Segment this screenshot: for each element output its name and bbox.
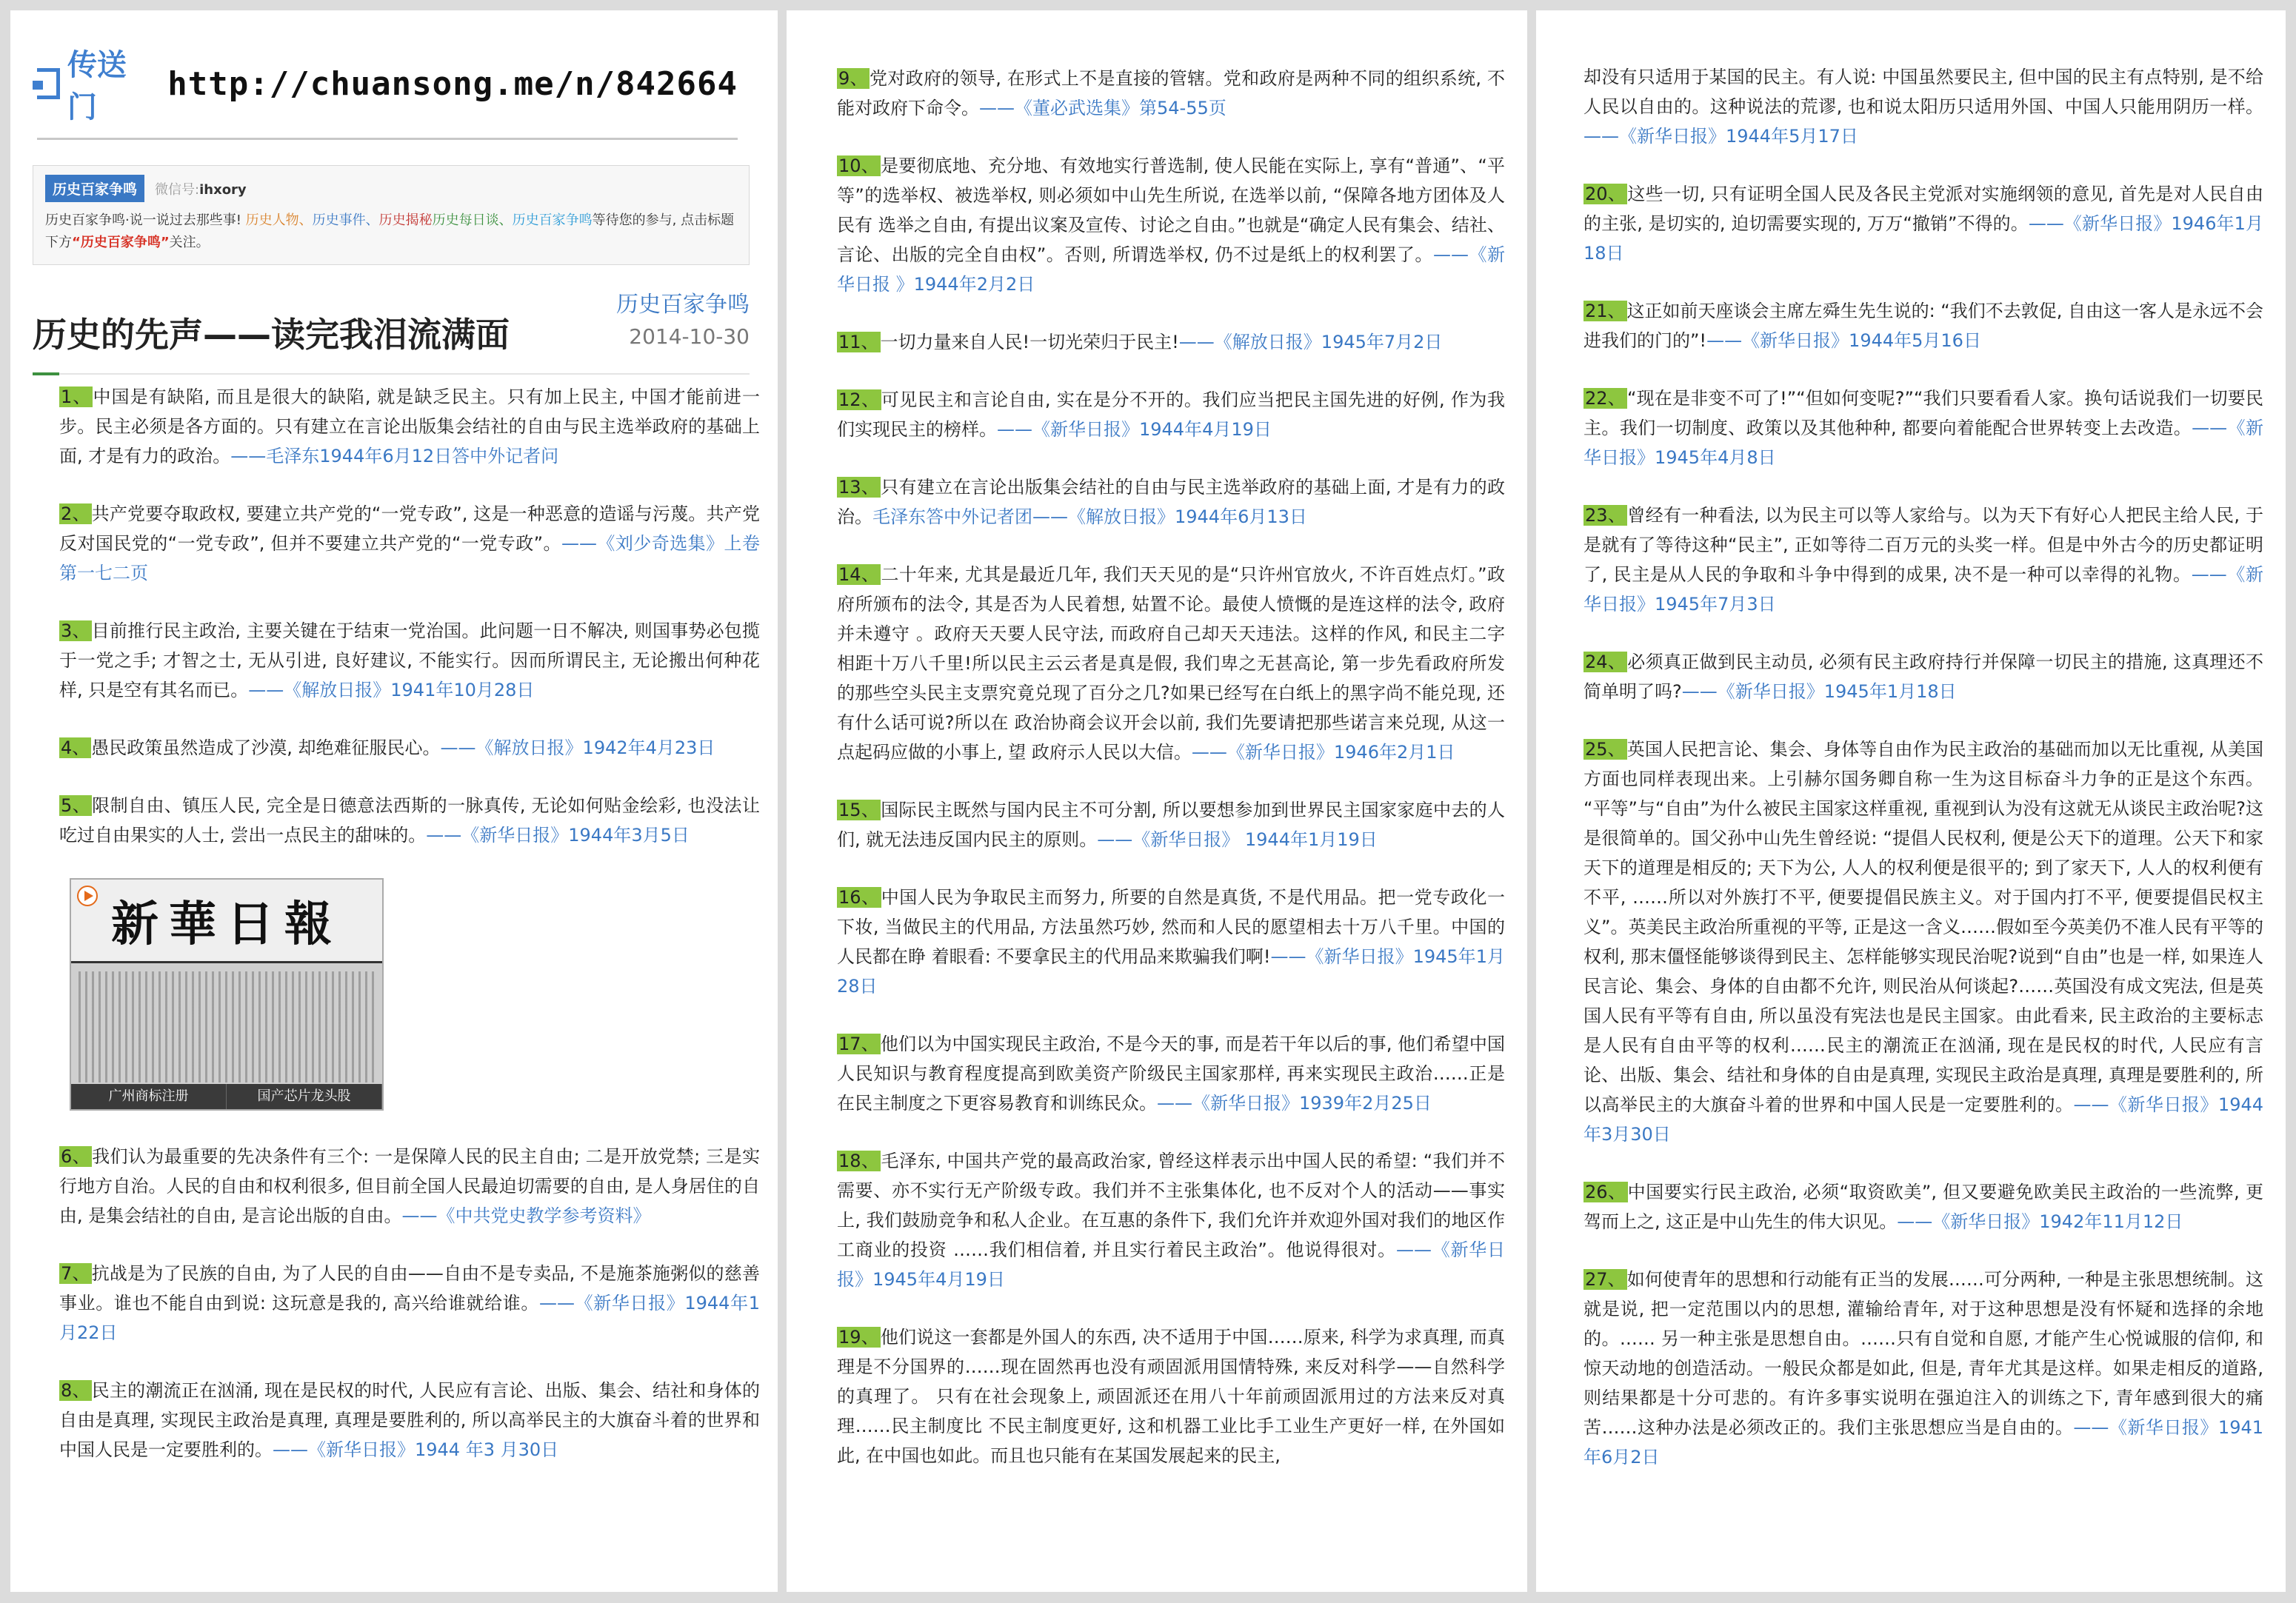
page-column-2 xyxy=(787,10,1527,1592)
quote-source-link[interactable]: ——《中共党史教学参考资料》 xyxy=(401,1205,651,1226)
quote-text: 抗战是为了民族的自由, 为了人民的自由——自由不是专卖品, 不是施茶施粥似的慈善事业。谁也不能自由到说: 这玩意是我的, 高兴给谁就给谁。 xyxy=(59,1263,760,1313)
quote-text: 中国人民为争取民主而努力, 所要的自然是真货, 不是代用品。把一党专政化一下妆, 当做民主的代用品, 方法虽然巧妙, 然而和人民的愿望相去十万八千里。中国的人民都在睁 着眼看: 不要拿民主的代用品来欺骗我们啊! xyxy=(837,887,1505,967)
chuansong-logo[interactable] xyxy=(37,41,147,126)
quote-item xyxy=(1583,1265,2263,1472)
quote-number: 7、 xyxy=(61,1263,90,1284)
topic-link[interactable]: 历史百家争鸣 xyxy=(512,212,593,228)
quote-item xyxy=(837,883,1505,1001)
quote-number: 1、 xyxy=(61,386,92,407)
quote-item xyxy=(837,1146,1505,1294)
quote-text: 目前推行民主政治, 主要关键在于结束一党治国。此问题一日不解决, 则国事势必包揽于一党之手; 才智之士, 无从引进, 良好建议, 不能实行。因而所谓民主, 无论搬出何种花样, 只是空有其名而已。 xyxy=(59,620,760,700)
quote-text: 中国是有缺陷, 而且是很大的缺陷, 就是缺乏民主。只有加上民主, 中国才能前进一步。民主必须是各方面的。只有建立在言论出版集会结社的自由与民主选举政府的基础上面, 才是有力的政治。 xyxy=(59,386,760,466)
quote-source-link[interactable]: ——《新华日报》1945年1月28日 xyxy=(837,946,1505,997)
quote-source-link[interactable]: ——《新华日报》1944年3月5日 xyxy=(426,825,690,846)
newspaper-masthead: 新華日報 xyxy=(71,880,382,963)
quote-number: 2、 xyxy=(61,503,90,524)
quote-number: 27、 xyxy=(1585,1269,1626,1290)
page-column-1 xyxy=(10,10,778,1592)
quote-text: 毛泽东, 中国共产党的最高政治家, 曾经这样表示出中国人民的希望: “我们并不需要、亦不实行无产阶级专政。我们并不主张集体化, 也不反对个人的活动——事实上, 我们鼓励竞争和私人企业。在互惠的条件下, 我们允许并欢迎外国对我们的地区作工商业的投资 ……我们相信着, 并且实行着民主政治”。他说得很对。 xyxy=(837,1151,1505,1260)
quote-number: 8、 xyxy=(61,1380,90,1401)
page-url[interactable]: http://chuansong.me/n/842664 xyxy=(167,64,738,103)
quote-item xyxy=(1583,296,2263,355)
newspaper-image[interactable] xyxy=(70,878,384,1111)
newspaper-text-columns xyxy=(79,971,375,1082)
quote-text: 英国人民把言论、集会、身体等自由作为民主政治的基础而加以无比重视, 从美国方面也同样表现出来。上引赫尔国务卿自称一生为这目标奋斗力争的正是这个东西。 “平等”与“自由”为什么被民主国家这样重视, 重视到认为没有这就无从谈民主政治呢?这是很简单的。国父孙中山先生曾经说: “提倡人民权利, 便是公天下的道理。公天下和家天下的道理是相反的; 天下为公, 人人的权利便是很平的; 到了家天下, 人人的权利便有不平, ……所以对外族打不平, 便要提倡民族主义。对于国内打不平, 便要提倡民权主义”。英美民主政治所重视的平等, 正是这一含义……假如至今英美仍不准人民有平等的权利, 那末僵怪能够谈得到民主、怎样能够实现民治呢?说到“自由”也是一样, 如果连人民言论、集会、身体的自由都不允许, 则民治从何谈起?……英国没有成文宪法, 但是英国人民有平等有自由, 所以虽没有宪法也是民主国家。由此看来, 民主政治的主要标志是人民有自由平等的权利……民主的潮流正在汹涌, 现在是民权的时代, 人民应有言论、出版、集会、结社和身体的自由是真理, 实现民主政治是真理, 真理是要胜利的, 所以高举民主的大旗奋斗着的世界和中国人民是一定要胜利的。 xyxy=(1583,739,2263,1115)
topic-link[interactable]: 历史每日谈、 xyxy=(432,212,513,228)
quote-source-link[interactable]: ——毛泽东1944年6月12日答中外记者问 xyxy=(230,446,559,466)
account-intro: 历史百家争鸣·说一说过去那些事! 历史人物、历史事件、历史揭秘历史每日谈、历史百家争鸣等待您的参与, 点击标题下方“历史百家争鸣”关注。 xyxy=(45,212,735,250)
quote-number: 12、 xyxy=(838,389,880,410)
quote-item xyxy=(59,1376,760,1465)
quote-text: 只有建立在言论出版集会结社的自由与民主选举政府的基础上面, 才是有力的政治。 xyxy=(837,477,1505,527)
quote-source-link[interactable]: 毛泽东答中外记者团——《解放日报》1944年6月13日 xyxy=(872,506,1307,527)
quote-source-link[interactable]: ——《解放日报》1945年7月2日 xyxy=(1178,332,1443,352)
quote-text: “现在是非变不可了!”“但如何变呢?”“我们只要看看人家。换句话说我们一切要民主。我们一切制度、政策以及其他种种, 都要向着能配合世界转变上去改造。 xyxy=(1583,388,2263,438)
quote-source-link[interactable]: ——《新华日报 》1944年2月2日 xyxy=(837,244,1505,295)
quote-item xyxy=(1583,1177,2263,1236)
quote-number: 9、 xyxy=(838,68,868,89)
quote-source-link[interactable]: ——《新华日报》1944年4月19日 xyxy=(997,419,1272,440)
quote-text: 他们说这一套都是外国人的东西, 决不适用于中国……原来, 科学为求真理, 而真理是不分国界的……现在固然再也没有顽固派用国情特殊, 来反对科学——自然科学的真理了。 只有在社会现象上, 顽固派还在用八十年前顽固派用过的方法来反对真理……民主制度比 不民主制度更好, 这和机器工业比手工业生产更好一样, 在外国如此, 在中国也如此。而且也只能有在某国发展起来的民主, xyxy=(837,1327,1505,1466)
quote-number: 11、 xyxy=(838,332,879,352)
quote-text: 这些一切, 只有证明全国人民及各民主党派对实施纲领的意见, 首先是对人民自由的主张, 是切实的, 迫切需要实现的, 万万“撤销”不得的。 xyxy=(1583,184,2264,234)
caption-link[interactable]: 广州商标注册 xyxy=(71,1084,227,1109)
quote-number: 22、 xyxy=(1585,388,1626,409)
quote-source-link[interactable]: ——《解放日报》1941年10月28日 xyxy=(248,680,535,700)
quote-source-link[interactable]: ——《新华日报》1945年4月19日 xyxy=(837,1239,1506,1290)
quote-source-link[interactable]: ——《新华日报》1942年11月12日 xyxy=(1897,1211,2183,1232)
article-source[interactable]: 历史百家争鸣 xyxy=(616,292,750,318)
quote-source-link[interactable]: ——《新华日报》1946年1月18日 xyxy=(1583,213,2263,264)
quote-text: 如何使青年的思想和行动能有正当的发展……可分两种, 一种是主张思想统制。这就是说, 把一定范围以内的思想, 灌输给青年, 对于这种思想是没有怀疑和选择的余地的。…… 另一种主张是思想自由。……只有自觉和自愿, 才能产生心悦诚服的信仰, 和惊天动地的创造活动。一般民众都是如此, 但是, 青年尤其是这样。如果走相反的道路, 则结果都是十分可悲的。有许多事实说明在强迫注入的训练之下, 青年感到很大的痛苦……这种办法是必须改正的。我们主张思想应当是自由的。 xyxy=(1583,1269,2263,1438)
quote-source-link[interactable]: ——《新华日报》1945年1月18日 xyxy=(1681,681,1957,702)
quote-item xyxy=(59,499,760,588)
article-date: 2014-10-30 xyxy=(629,324,750,349)
quote-source-link[interactable]: ——《解放日报》1942年4月23日 xyxy=(440,737,715,758)
quote-text: 他们以为中国实现民主政治, 不是今天的事, 而是若干年以后的事, 他们希望中国人民知识与教育程度提高到欧美资产阶级民主国家那样, 再来实现民主政治……正是在民主制度之下更容易教育和训练民众。 xyxy=(837,1034,1505,1114)
chuansong-logo-icon xyxy=(37,68,60,99)
quote-text: 愚民政策虽然造成了沙漠, 却绝难征服民心。 xyxy=(91,737,441,758)
quote-item xyxy=(837,151,1505,299)
quote-number: 21、 xyxy=(1585,301,1626,321)
quote-item xyxy=(1583,734,2263,1149)
quote-text: 这正如前天座谈会主席左舜生先生说的: “我们不去敦促, 自由这一客人是永远不会进我们的门的”! xyxy=(1583,301,2263,351)
quote-text: 可见民主和言论自由, 实在是分不开的。我们应当把民主国先进的好例, 作为我们实现民主的榜样。 xyxy=(837,389,1505,440)
quote-source-link[interactable]: ——《新华日报》1945年4月8日 xyxy=(1583,418,2263,468)
quote-list xyxy=(59,382,760,850)
quote-item xyxy=(837,385,1505,444)
quote-text: 是要彻底地、充分地、有效地实行普选制, 使人民能在实际上, 享有“普通”、“平等”的选举权、被选举权, 则必须如中山先生所说, 在选举以前, “保障各地方团体及人民有 选举之自由, 有提出议案及宣传、讨论之自由。”也就是“确定人民有集会、结社、言论、出版的完全自由权”。否则, 所谓选举权, 仍不过是纸上的权利罢了。 xyxy=(837,155,1505,265)
quote-text: 国际民主既然与国内民主不可分割, 所以要想参加到世界民主国家家庭中去的人们, 就无法违反国内民主的原则。 xyxy=(837,800,1505,850)
quote-item xyxy=(1583,62,2263,151)
article-title: 历史的先声——读完我泪流满面 xyxy=(33,315,510,355)
quote-item xyxy=(1583,179,2263,268)
quote-text: 党对政府的领导, 在形式上不是直接的管辖。党和政府是两种不同的组织系统, 不能对政府下命令。 xyxy=(837,68,1505,118)
quote-source-link[interactable]: ——《新华日报》1939年2月25日 xyxy=(1157,1093,1432,1114)
quote-number: 6、 xyxy=(61,1146,91,1167)
quote-text: 限制自由、镇压人民, 完全是日德意法西斯的一脉真传, 无论如何贴金绘彩, 也没法让吃过自由果实的人士, 尝出一点民主的甜味的。 xyxy=(59,795,760,846)
quote-number: 23、 xyxy=(1585,505,1626,526)
quote-source-link[interactable]: ——《新华日报》1944年3月30日 xyxy=(1583,1094,2263,1145)
quote-item xyxy=(59,791,760,850)
quote-number: 5、 xyxy=(61,795,91,816)
quote-source-link[interactable]: ——《新华日报》1945年7月3日 xyxy=(1583,564,2264,615)
quote-item xyxy=(59,733,760,763)
quote-number: 24、 xyxy=(1585,652,1626,672)
quote-number: 26、 xyxy=(1585,1182,1626,1202)
quote-item xyxy=(837,64,1505,123)
quote-number: 18、 xyxy=(838,1151,880,1171)
quote-list xyxy=(837,64,1505,1470)
quote-number: 13、 xyxy=(838,477,880,498)
quote-number: 17、 xyxy=(838,1034,879,1054)
quote-item xyxy=(59,1259,760,1348)
topic-link[interactable]: 历史事件、 xyxy=(312,212,379,228)
quote-source-link[interactable]: ——《新华日报》1944年1月22日 xyxy=(59,1293,760,1343)
quote-text: 曾经有一种看法, 以为民主可以等人家给与。以为天下有好心人把民主给人民, 于是就有了等待这种“民主”, 正如等待二百万元的头奖一样。但是中外古今的历史都证明了, 民主是从人民的争取和斗争中得到的成果, 决不是一种可以幸得的礼物。 xyxy=(1583,505,2264,585)
quote-item xyxy=(1583,647,2263,706)
quote-source-link[interactable]: ——《新华日报》1944 年3 月30日 xyxy=(273,1439,559,1460)
quote-source-link[interactable]: ——《刘少奇选集》上卷第一七二页 xyxy=(59,533,760,583)
quote-number: 3、 xyxy=(61,620,90,641)
caption-link[interactable]: 国产芯片龙头股 xyxy=(227,1084,382,1109)
topic-link[interactable]: 历史人物、 xyxy=(245,212,313,228)
quote-item xyxy=(59,616,760,705)
quote-item xyxy=(837,1029,1505,1118)
quote-source-link[interactable]: ——《董必武选集》第54-55页 xyxy=(979,98,1227,118)
image-caption-bar xyxy=(71,1084,382,1109)
quote-text: 却没有只适用于某国的民主。有人说: 中国虽然要民主, 但中国的民主有点特别, 是不给人民以自由的。这种说法的荒谬, 也和说太阳历只适用外国、中国人只能用阴历一样。 xyxy=(1583,67,2263,117)
article-title-row xyxy=(33,286,760,373)
quote-item xyxy=(837,327,1505,357)
quote-number: 20、 xyxy=(1585,184,1626,204)
quote-text: 中国要实行民主政治, 必须“取资欧美”, 但又要避免欧美民主政治的一些流弊, 更驾而上之, 这正是中山先生的伟大识见。 xyxy=(1583,1182,2263,1232)
quote-text: 我们认为最重要的先决条件有三个: 一是保障人民的民主自由; 二是开放党禁; 三是实行地方自治。人民的自由和权利很多, 但目前全国人民最迫切需要的自由, 是人身居住的自由, 是集会结社的自由, 是言论出版的自由。 xyxy=(59,1146,760,1226)
quote-item xyxy=(59,382,760,471)
quote-item xyxy=(837,560,1505,767)
quote-item xyxy=(837,472,1505,532)
quote-number: 25、 xyxy=(1585,739,1626,760)
quote-number: 19、 xyxy=(838,1327,879,1348)
quote-text: 必须真正做到民主动员, 必须有民主政府持行并保障一切民主的措施, 这真理还不简单明了吗? xyxy=(1583,652,2264,702)
quote-source-link[interactable]: ——《新华日报》1944年5月16日 xyxy=(1706,330,1981,351)
quote-list xyxy=(59,1142,760,1465)
quote-source-link[interactable]: ——《新华日报》 1944年1月19日 xyxy=(1097,829,1378,850)
quote-number: 16、 xyxy=(838,887,880,908)
quote-source-link[interactable]: ——《新华日报》1941年6月2日 xyxy=(1583,1417,2264,1468)
quote-text: 二十年来, 尤其是最近几年, 我们天天见的是“只许州官放火, 不许百姓点灯。”政府所颁布的法令, 其是否为人民着想, 姑置不论。最使人愤慨的是连这样的法令, 政府并未遵守 。政府天天要人民守法, 而政府自己却天天违法。这样的作风, 和民主二字相距十万八千里!所以民主云云者是真是假, 我们卑之无甚高论, 第一步先看政府所发的那些空头民主支票究竟兑现了百分之几?如果已经写在白纸上的黑字尚不能兑现, 还有什么话可说?所以在 政治协商会议开会以前, 我们先要请把那些诺言来兑现, 从这一点起码应做的小事上, 望 政府示人民以大信。 xyxy=(837,564,1506,763)
quote-item xyxy=(837,795,1505,854)
play-icon[interactable] xyxy=(77,886,98,906)
quote-source-link[interactable]: ——《新华日报》1944年5月17日 xyxy=(1583,126,1858,147)
wechat-id: 微信号:ihxory xyxy=(155,181,247,198)
quote-text: 共产党要夺取政权, 要建立共产党的“一党专政”, 这是一种恶意的造谣与污蔑。共产党反对国民党的“一党专政”, 但并不要建立共产党的“一党专政”。 xyxy=(59,503,760,554)
site-header xyxy=(37,41,738,140)
quote-item xyxy=(1583,384,2263,472)
follow-link[interactable]: “历史百家争鸣” xyxy=(72,235,170,250)
page-column-3 xyxy=(1536,10,2286,1592)
quote-text: 一切力量来自人民!一切光荣归于民主! xyxy=(880,332,1179,352)
quote-number: 4、 xyxy=(61,737,90,758)
quote-number: 15、 xyxy=(838,800,880,820)
quote-source-link[interactable]: ——《新华日报》1946年2月1日 xyxy=(1191,742,1455,763)
account-info-box xyxy=(33,165,750,265)
logo-text: 传送门 xyxy=(67,48,127,124)
account-badge[interactable]: 历史百家争鸣 xyxy=(45,175,144,202)
quote-list xyxy=(1583,62,2263,1472)
quote-item xyxy=(59,1142,760,1231)
quote-item xyxy=(837,1322,1505,1470)
title-divider xyxy=(33,373,750,375)
quote-item xyxy=(1583,501,2263,619)
quote-number: 10、 xyxy=(838,155,879,176)
quote-text: 民主的潮流正在汹涌, 现在是民权的时代, 人民应有言论、出版、集会、结社和身体的自由是真理, 实现民主政治是真理, 真理是要胜利的, 所以高举民主的大旗奋斗着的世界和中国人民是一定要胜利的。 xyxy=(59,1380,760,1460)
quote-number: 14、 xyxy=(838,564,880,585)
topic-link[interactable]: 历史揭秘 xyxy=(378,212,433,228)
